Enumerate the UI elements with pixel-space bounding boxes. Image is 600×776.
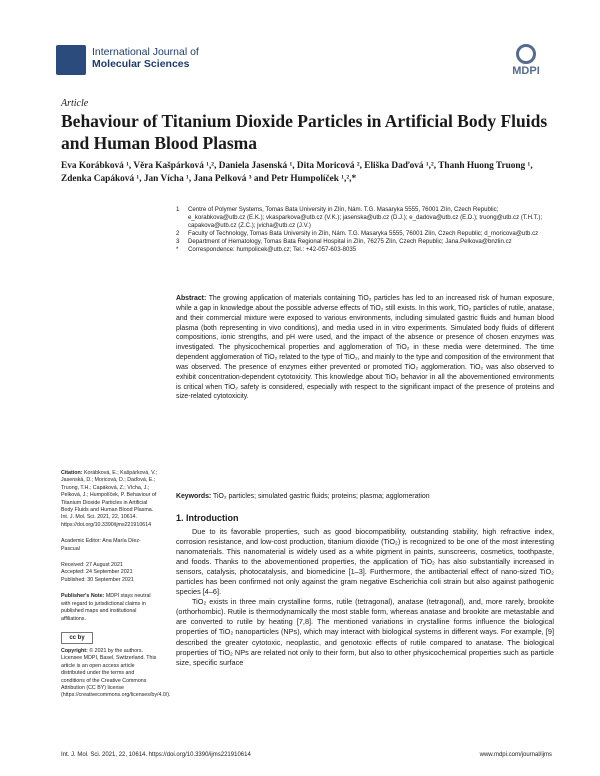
accepted-date: Accepted: 24 September 2021 (61, 569, 133, 576)
affiliation-text: Centre of Polymer Systems, Tomas Bata University in Zlín, Nám. T.G. Masaryka 5555, 76001 Zlín, Czech Republic; e_korabkova@utb.cz (E.K.); vkasparkova@utb.cz (V.K.); jasenska@utb.cz (D.J.); e_dadova@utb.cz (E.D.); truong@utb.cz (T.H.T.); capakova@utb.cz (Z.C.); jvicha@utb.cz (J.V.) (188, 206, 543, 230)
affiliation-mark: 2 (176, 230, 180, 238)
citation (61, 470, 159, 529)
affiliation-item (176, 206, 554, 230)
mdpi-ring-icon (516, 44, 536, 64)
introduction-body (176, 527, 554, 668)
copyright (61, 647, 171, 700)
article-title: Behaviour of Titanium Dioxide Particles in Artificial Body Fluids and Human Blood Plasma (61, 111, 548, 153)
citation-text: Korábková, E.; Kašpárková, V.; Jasenská, D.; Moricová, D.; Daďová, E.; Truong, T.H.; Capáková, Z.; Vícha, J.; Pelková, J.; Humpolíček, P. Behaviour of Titanium Dioxide Particles in Artificial Body Fluids and Human Blood Plasma. Int. J. Mol. Sci. 2021, 22, 10614. https://doi.org/10.3390/ijms221910614 (61, 470, 158, 528)
publisher-note (61, 593, 159, 623)
affiliation-text: Faculty of Technology, Tomas Bata University in Zlín, Nám. T.G. Masaryka 5555, 76001 Zlín, Czech Republic; d_moricova@utb.cz (188, 230, 539, 238)
journal-name (92, 46, 199, 70)
journal-name-line1: International Journal of (92, 46, 199, 58)
section-heading-introduction: 1. Introduction (176, 513, 239, 523)
dates (61, 562, 159, 584)
copyright-text: © 2021 by the authors. Licensee MDPI, Basel, Switzerland. This article is an open access article distributed under the terms and conditions of the Creative Commons Attribution (CC BY) license (https://creativecommons.org/licenses/by/4.0/). (61, 647, 171, 699)
cc-license-badge[interactable]: cc by (61, 632, 93, 644)
copyright-label: Copyright: (61, 647, 88, 654)
affiliation-item (176, 230, 554, 238)
intro-paragraph-2: TiO₂ exists in three main crystalline forms, rutile (tetragonal), anatase (tetragonal), and, more rarely, brookite (orthorhombic). Rutile is thermodynamically the most stable form, whereas anatase and brookite are metastable and are converted to rutile by heating [7,8]. The mentioned variations in crystalline forms influence the biological properties of TiO₂ nanoparticles (NPs), which may interact with biological systems in different ways. For example, [9] described the greater cytotoxic, neoplastic, and genotoxic effects of rutile compared to anatase. The biological properties of TiO₂ NPs are related not only to their form, but also to other physicochemical properties such as particle size, specific surface (176, 597, 554, 667)
citation-label: Citation: (61, 470, 83, 476)
affiliation-mark: 1 (176, 206, 180, 213)
publisher-logo (506, 44, 546, 80)
keywords-text: TiO₂ particles; simulated gastric fluids; proteins; plasma; agglomeration (213, 493, 430, 500)
published-date: Published: 30 September 2021 (61, 576, 134, 583)
abstract-label: Abstract: (176, 295, 207, 302)
footer-citation[interactable]: Int. J. Mol. Sci. 2021, 22, 10614. https://doi.org/10.3390/ijms221910614 (61, 752, 251, 758)
publisher-note-label: Publisher's Note: (61, 593, 105, 600)
affiliations (176, 206, 554, 255)
keywords (176, 492, 554, 502)
journal-name-line2: Molecular Sciences (92, 58, 190, 70)
footer-journal-link[interactable]: www.mdpi.com/journal/ijms (479, 752, 552, 758)
journal-logo (56, 43, 206, 79)
journal-logo-icon (56, 45, 86, 75)
article-type: Article (61, 98, 89, 109)
affiliation-text: Correspondence: humpolicek@utb.cz; Tel.: +42-057-603-8035 (188, 246, 357, 254)
affiliation-mark: 3 (176, 238, 180, 246)
abstract-text: The growing application of materials containing TiO₂ particles has led to an increased risk of human exposure, while a gap in knowledge about the possible adverse effects of TiO₂ still exists. In this work, TiO₂ particles of rutile, anatase, and their commercial mixture were exposed to various environments, including simulated gastric fluids and human blood plasma (both representing in vivo conditions), and media used in in vitro experiments. Simulated body fluids of different compositions, ionic strengths, and pH were used, and the impact of the absence or presence of chosen enzymes was investigated. The physicochemical properties and agglomeration of TiO₂ in these media were determined. The time dependent agglomeration of TiO₂ related to the type of TiO₂, and mainly to the type and composition of the environment that was observed. The presence of enzymes either prevented or promoted TiO₂ agglomeration. TiO₂ was also observed to exhibit concentration-dependent cytotoxicity. This knowledge about TiO₂ behavior in all the abovementioned environments is critical when TiO₂ safety is considered, especially with respect to the significant impact of the presence of proteins and size-related cytotoxicity. (176, 295, 554, 401)
publisher-name: MDPI (512, 65, 540, 77)
publisher-note-text: MDPI stays neutral with regard to jurisdictional claims in published maps and institutional affiliations. (61, 593, 151, 622)
abstract (176, 294, 554, 402)
received-date: Received: 27 August 2021 (61, 562, 123, 569)
affiliation-item (176, 246, 554, 254)
intro-paragraph-1: Due to its favorable properties, such as good biocompatibility, outstanding stability, high refractive index, corrosion resistance, and low-cost production, titanium dioxide (TiO₂) is recognized to be one of the most interesting nanomaterials. This nanomaterial is widely used as a white pigment in paints, sunscreens, cosmetics, toothpaste, and foods. Thanks to the abovementioned properties, the application of TiO₂ has also substantially increased in sensors, catalysis, photocatalysis, and biomedicine [1–3]. Furthermore, the antibacterial effect of nano-sized TiO₂ particles has been confirmed not only against the gram negative Escherichia coli strain but also against pathogenic species [4–6]. (176, 527, 554, 597)
author-list: Eva Korábková ¹, Věra Kašpárková ¹,², Daniela Jasenská ¹, Dita Moricová ², Eliška Daďová ¹,², Thanh Huong Truong ¹, Zdenka Capáková ¹, Jan Vícha ¹, Jana Pelková ³ and Petr Humpolíček ¹,²,* (61, 161, 533, 184)
affiliation-item (176, 238, 554, 246)
academic-editor: Academic Editor: Ana María Díez-Pascual (61, 538, 141, 552)
affiliation-text: Department of Hematology, Tomas Bata Regional Hospital in Zlín, 76275 Zlín, Czech Republic; Jana.Pelkova@bnzlin.cz (188, 238, 512, 246)
affiliation-mark: * (176, 246, 179, 254)
sidebar (61, 470, 171, 709)
keywords-label: Keywords: (176, 493, 212, 500)
